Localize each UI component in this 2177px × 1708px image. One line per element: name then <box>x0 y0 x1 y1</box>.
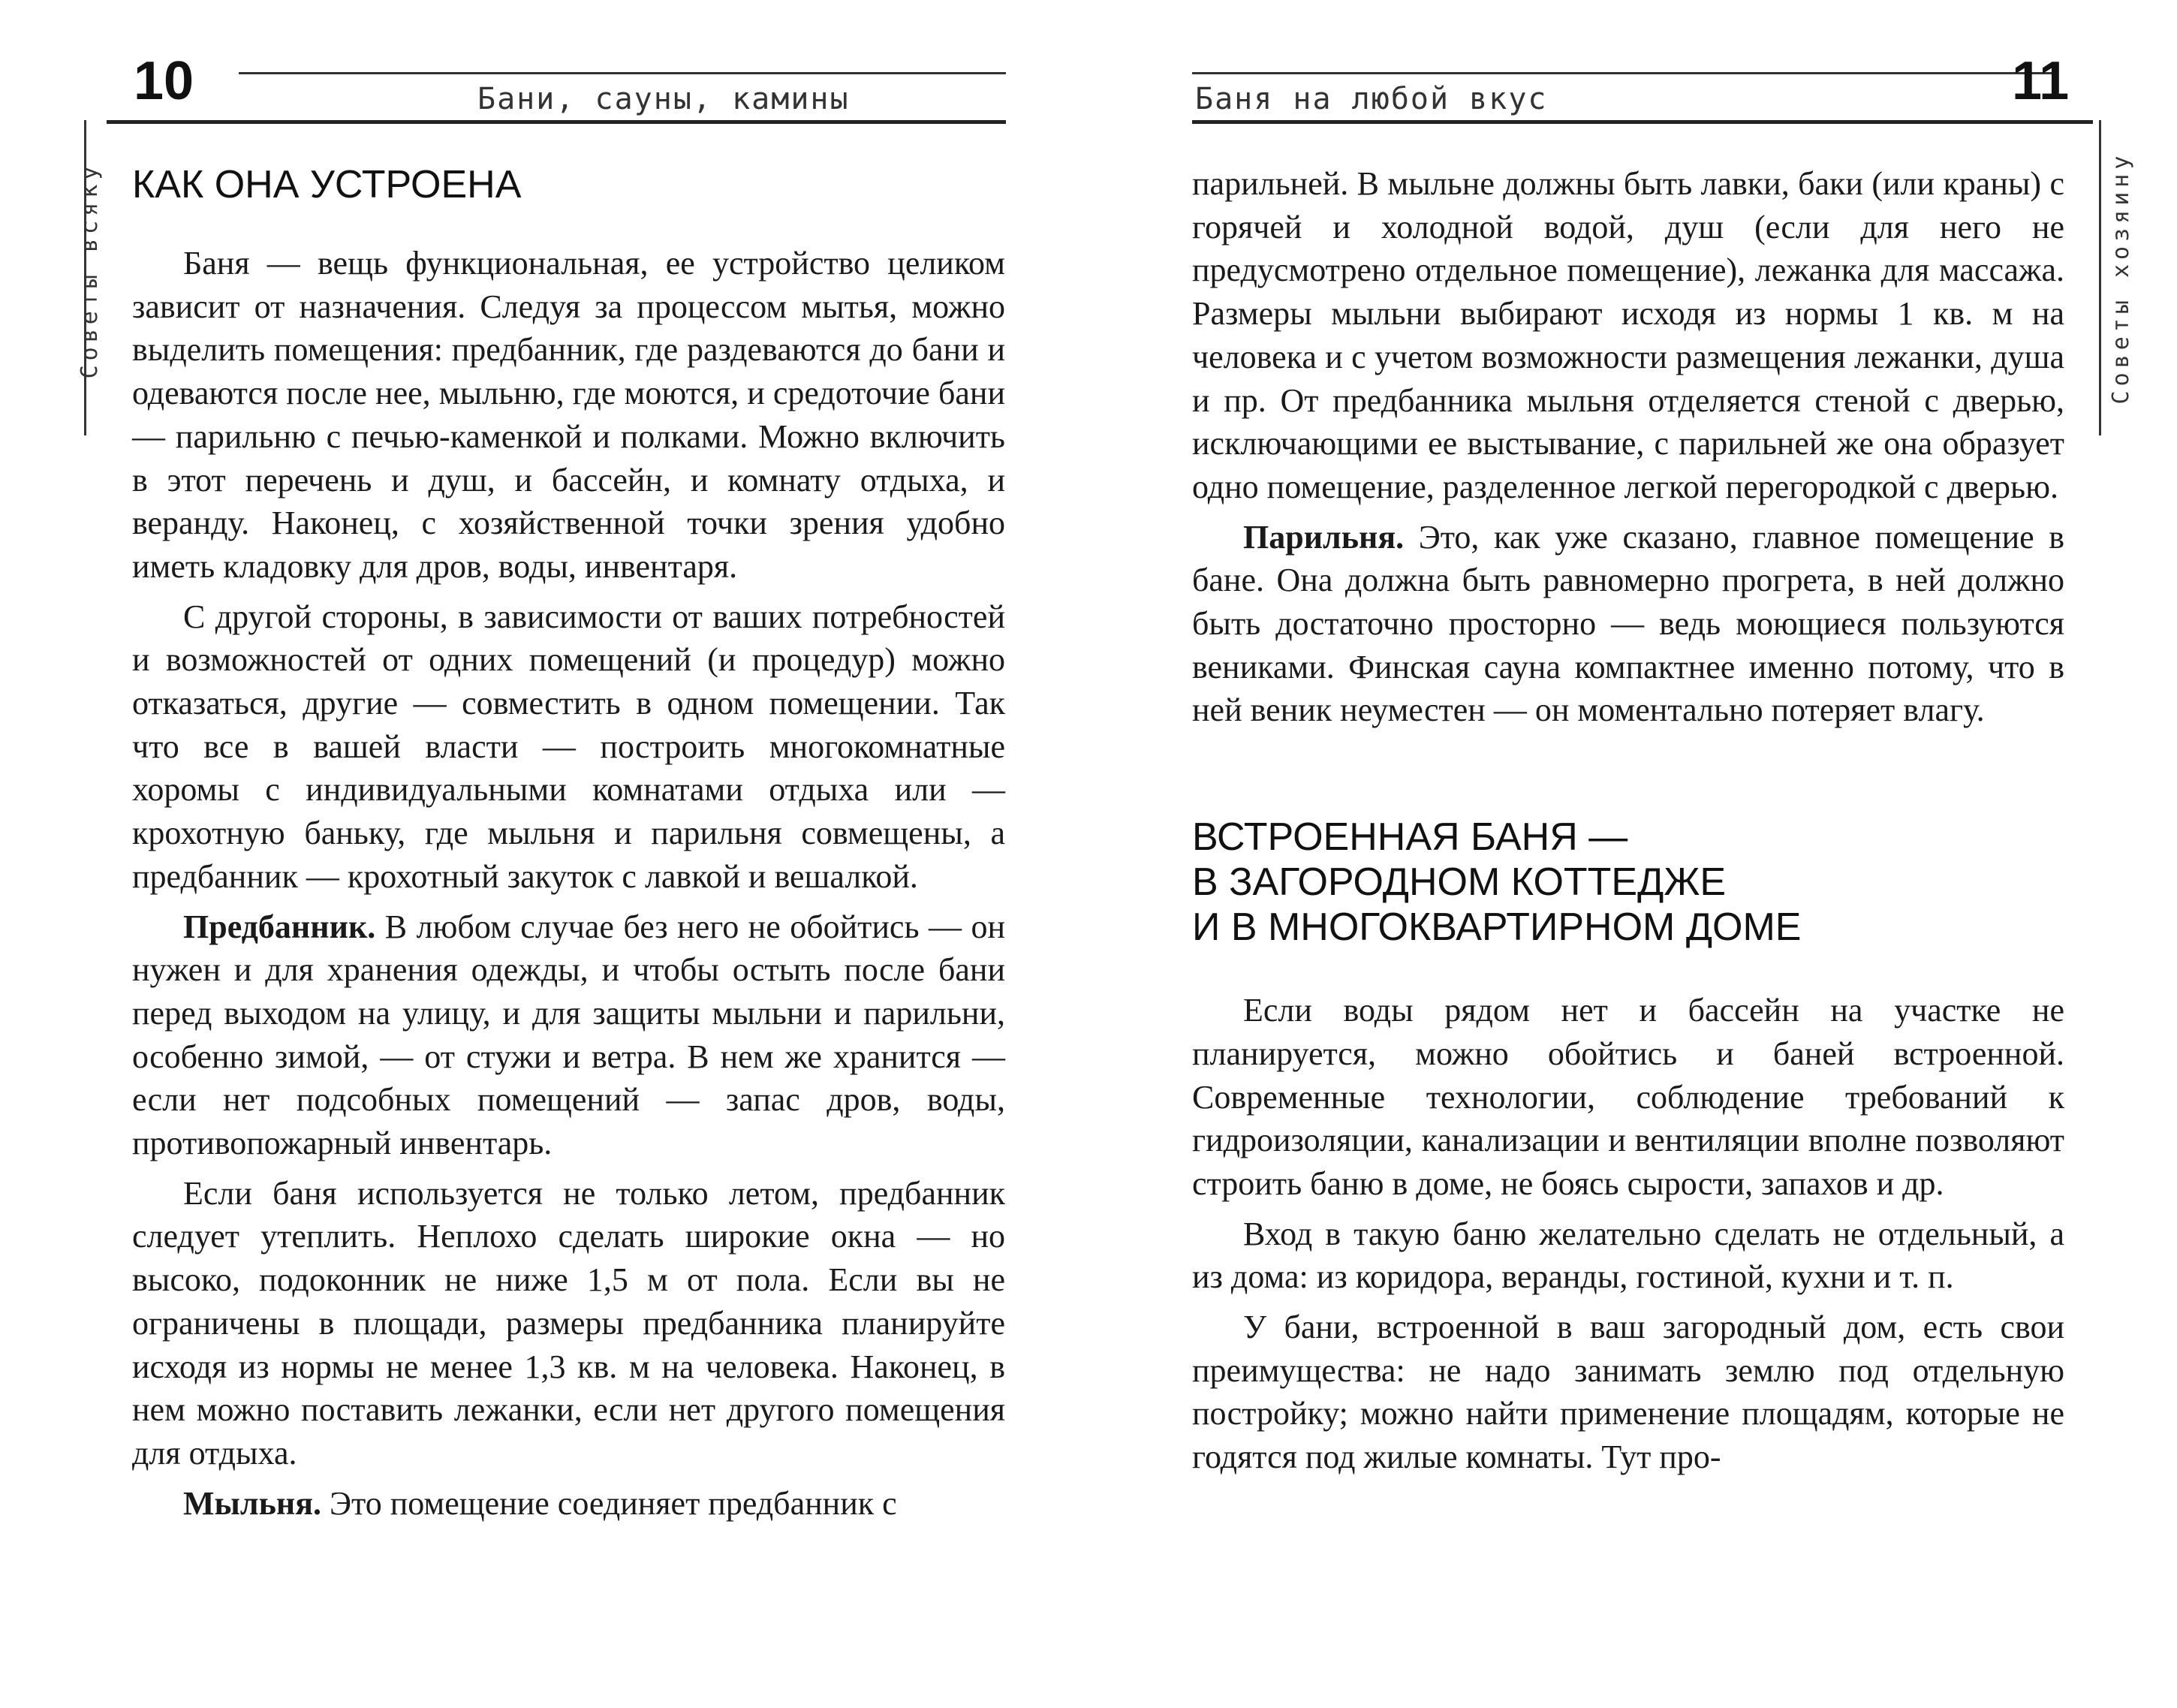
term-label: Мыльня. <box>183 1484 321 1522</box>
left-page <box>0 0 1088 1708</box>
paragraph-text: Это, как уже сказано, главное помещение в бане. Она должна быть равномерно прогрета, в ней должно быть достаточно просторно — ведь моющиеся пользуются вениками. Финская сауна компактнее именно потому, что в ней веник неуместен — он моментально потеряет влагу. <box>1192 518 2064 729</box>
paragraph: Если баня используется не только летом, предбанник следует утеплить. Неплохо сделать широкие окна — но высоко, подоконник не ниже 1,5 м от пола. Если вы не ограничены в площади, размеры предбанника планируйте исходя из нормы не менее 1,3 кв. м на человека. Наконец, в нем можно поставить лежанки, если нет другого помещения для отдыха. <box>132 1174 1005 1472</box>
left-text-column <box>132 162 1005 1525</box>
term-label: Предбанник. <box>183 908 376 945</box>
paragraph: С другой стороны, в зависимости от ваших потребностей и возможностей от одних помещений (и процедур) можно отказаться, другие — совместить в одном помещении. Так что все в вашей власти — построить многокомнатные хоромы с индивидуальными комнатами отдыха или — крохотную баньку, где мыльня и парильня совмещены, а предбанник — крохотный закуток с лавкой и вешалкой. <box>132 598 1005 895</box>
running-head: Баня на любой вкус <box>1195 82 1548 116</box>
side-tab: Советы хозяину <box>2108 151 2134 405</box>
paragraph <box>132 905 1005 1165</box>
term-label: Парильня. <box>1243 518 1405 556</box>
page-number: 11 <box>2012 51 2070 111</box>
header-rule-top <box>239 72 1006 74</box>
paragraph <box>132 1482 1005 1526</box>
page-number: 10 <box>134 51 194 111</box>
header-rule-bottom <box>1192 120 2093 124</box>
heading-line: ВСТРОЕННАЯ БАНЯ — <box>1192 815 1628 860</box>
right-text-column <box>1192 162 2064 1479</box>
section-heading <box>1192 815 2064 950</box>
side-tab-rule <box>2099 120 2101 435</box>
paragraph-text: Это помещение соединяет предбанник с <box>321 1484 897 1522</box>
side-tab: Советы всяку <box>77 161 103 379</box>
heading-line: И В МНОГОКВАРТИРНОМ ДОМЕ <box>1192 905 1802 950</box>
header-rule-top <box>1192 72 2055 74</box>
paragraph-text: В любом случае без него не обойтись — он нужен и для хранения одежды, и чтобы остыть после бани перед выходом на улицу, и для защиты мыльни и парильни, особенно зимой, — от стужи и ветра. В нем же хранится — если нет подсобных помещений — запас дров, воды, противопожарный инвентарь. <box>132 908 1005 1162</box>
paragraph: Вход в такую баню желательно сделать не отдельный, а из дома: из коридора, веранды, гостиной, кухни и т. п. <box>1192 1215 2064 1296</box>
paragraph: У бани, встроенной в ваш загородный дом, есть свои преимущества: не надо занимать землю под отдельную постройку; можно найти применение площадям, которые не годятся под жилые комнаты. Тут про- <box>1192 1309 2064 1476</box>
right-page <box>1088 0 2177 1708</box>
running-head: Бани, сауны, камины <box>477 82 850 116</box>
paragraph: парильней. В мыльне должны быть лавки, баки (или краны) с горячей и холодной водой, душ (если для него не предусмотрено отдельное помещение), лежанка для массажа. Размеры мыльни выбирают исходя из нормы 1 кв. м на человека и с учетом возможности размещения лежанки, душа и пр. От предбанника мыльня отделяется стеной с дверью, исключающими ее выстывание, с парильней же она образует одно помещение, разделенное легкой перегородкой с дверью. <box>1192 165 2064 505</box>
paragraph: Баня — вещь функциональная, ее устройство целиком зависит от назначения. Следуя за процессом мытья, можно выделить помещения: предбанник, где раздеваются до бани и одеваются после нее, мыльню, где моются, и средоточие бани — парильню с печью-каменкой и полками. Можно включить в этот перечень и душ, и бассейн, и комнату отдыха, и веранду. Наконец, с хозяйственной точки зрения удобно иметь кладовку для дров, воды, инвентаря. <box>132 245 1005 585</box>
paragraph: Если воды рядом нет и бассейн на участке не планируется, можно обойтись и баней встроенной. Современные технологии, соблюдение требований к гидроизоляции, канализации и вентиляции вполне позволяют строить баню в доме, не боясь сырости, запахов и др. <box>1192 992 2064 1202</box>
paragraph <box>1192 516 2064 733</box>
section-heading: КАК ОНА УСТРОЕНА <box>132 163 522 206</box>
header-rule-bottom <box>107 120 1006 124</box>
heading-line: В ЗАГОРОДНОМ КОТТЕДЖЕ <box>1192 860 1727 905</box>
